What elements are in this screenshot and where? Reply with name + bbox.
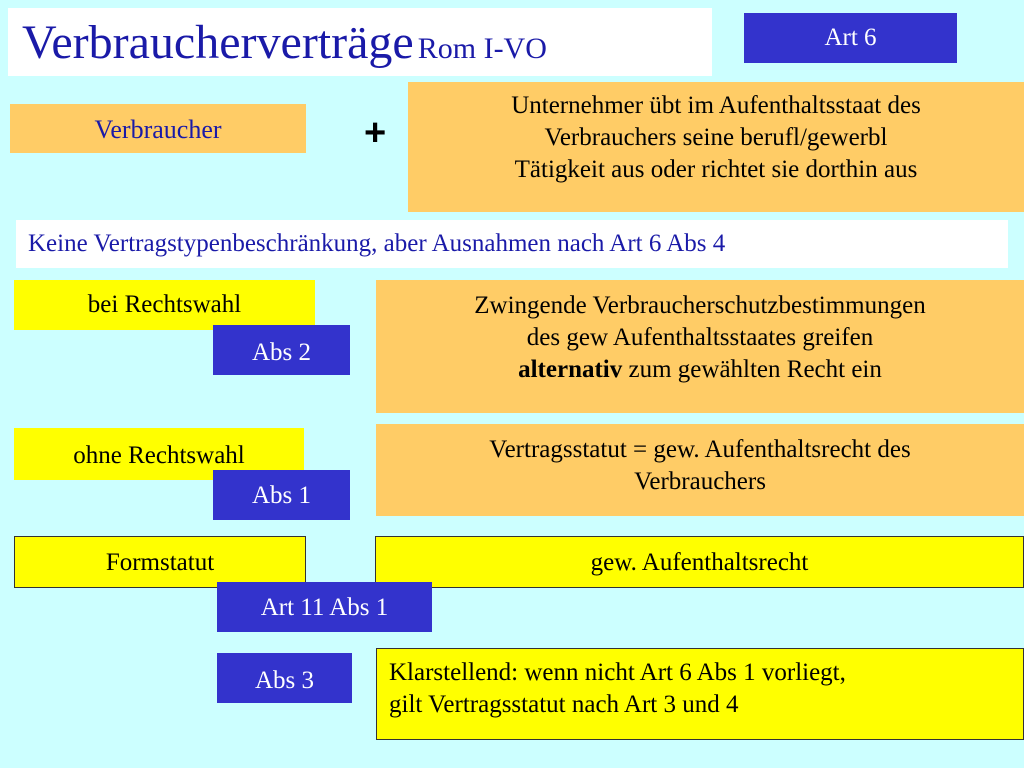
box-klarstellend <box>376 648 1024 740</box>
box-unternehmer <box>408 82 1024 212</box>
unternehmer-line3: Tätigkeit aus oder richtet sie dorthin aus <box>514 156 918 183</box>
box-formstatut: Formstatut <box>14 536 306 588</box>
badge-abs2: Abs 2 <box>213 325 350 375</box>
box-verbraucher: Verbraucher <box>10 104 306 153</box>
title-sub: Rom I-VO <box>417 32 547 65</box>
slide-title <box>8 8 712 76</box>
vertragsstatut-line1: Vertragsstatut = gew. Aufenthaltsrecht des <box>489 436 911 463</box>
zwingende-line1: Zwingende Verbraucherschutzbestimmungen <box>474 292 926 319</box>
klarstellend-line2: gilt Vertragsstatut nach Art 3 und 4 <box>389 691 739 718</box>
badge-abs1: Abs 1 <box>213 470 350 520</box>
klarstellend-line1: Klarstellend: wenn nicht Art 6 Abs 1 vorliegt, <box>389 659 846 686</box>
zwingende-line3-rest: zum gewählten Recht ein <box>622 356 882 383</box>
unternehmer-line2: Verbrauchers seine berufl/gewerbl <box>544 124 888 151</box>
vertragsstatut-line2: Verbrauchers <box>634 468 766 495</box>
title-main: Verbraucherverträge <box>22 16 414 69</box>
badge-art6: Art 6 <box>744 13 957 63</box>
zwingende-line2: des gew Aufenthaltsstaates greifen <box>526 324 874 351</box>
unternehmer-line1: Unternehmer übt im Aufenthaltsstaat des <box>511 92 921 119</box>
badge-abs3: Abs 3 <box>217 653 352 703</box>
zwingende-line3 <box>376 354 1024 386</box>
plus-sign: + <box>364 112 387 154</box>
box-bei-rechtswahl: bei Rechtswahl <box>14 280 315 330</box>
box-vertragsstatut <box>376 424 1024 516</box>
box-ohne-rechtswahl: ohne Rechtswahl <box>14 428 304 480</box>
zwingende-alternativ: alternativ <box>518 356 623 383</box>
box-gew-aufenthaltsrecht: gew. Aufenthaltsrecht <box>375 536 1024 588</box>
badge-art11-abs1: Art 11 Abs 1 <box>217 582 432 632</box>
box-keine-vertragstypenbeschraenkung: Keine Vertragstypenbeschränkung, aber Ausnahmen nach Art 6 Abs 4 <box>16 220 1008 268</box>
box-zwingende-bestimmungen <box>376 280 1024 413</box>
